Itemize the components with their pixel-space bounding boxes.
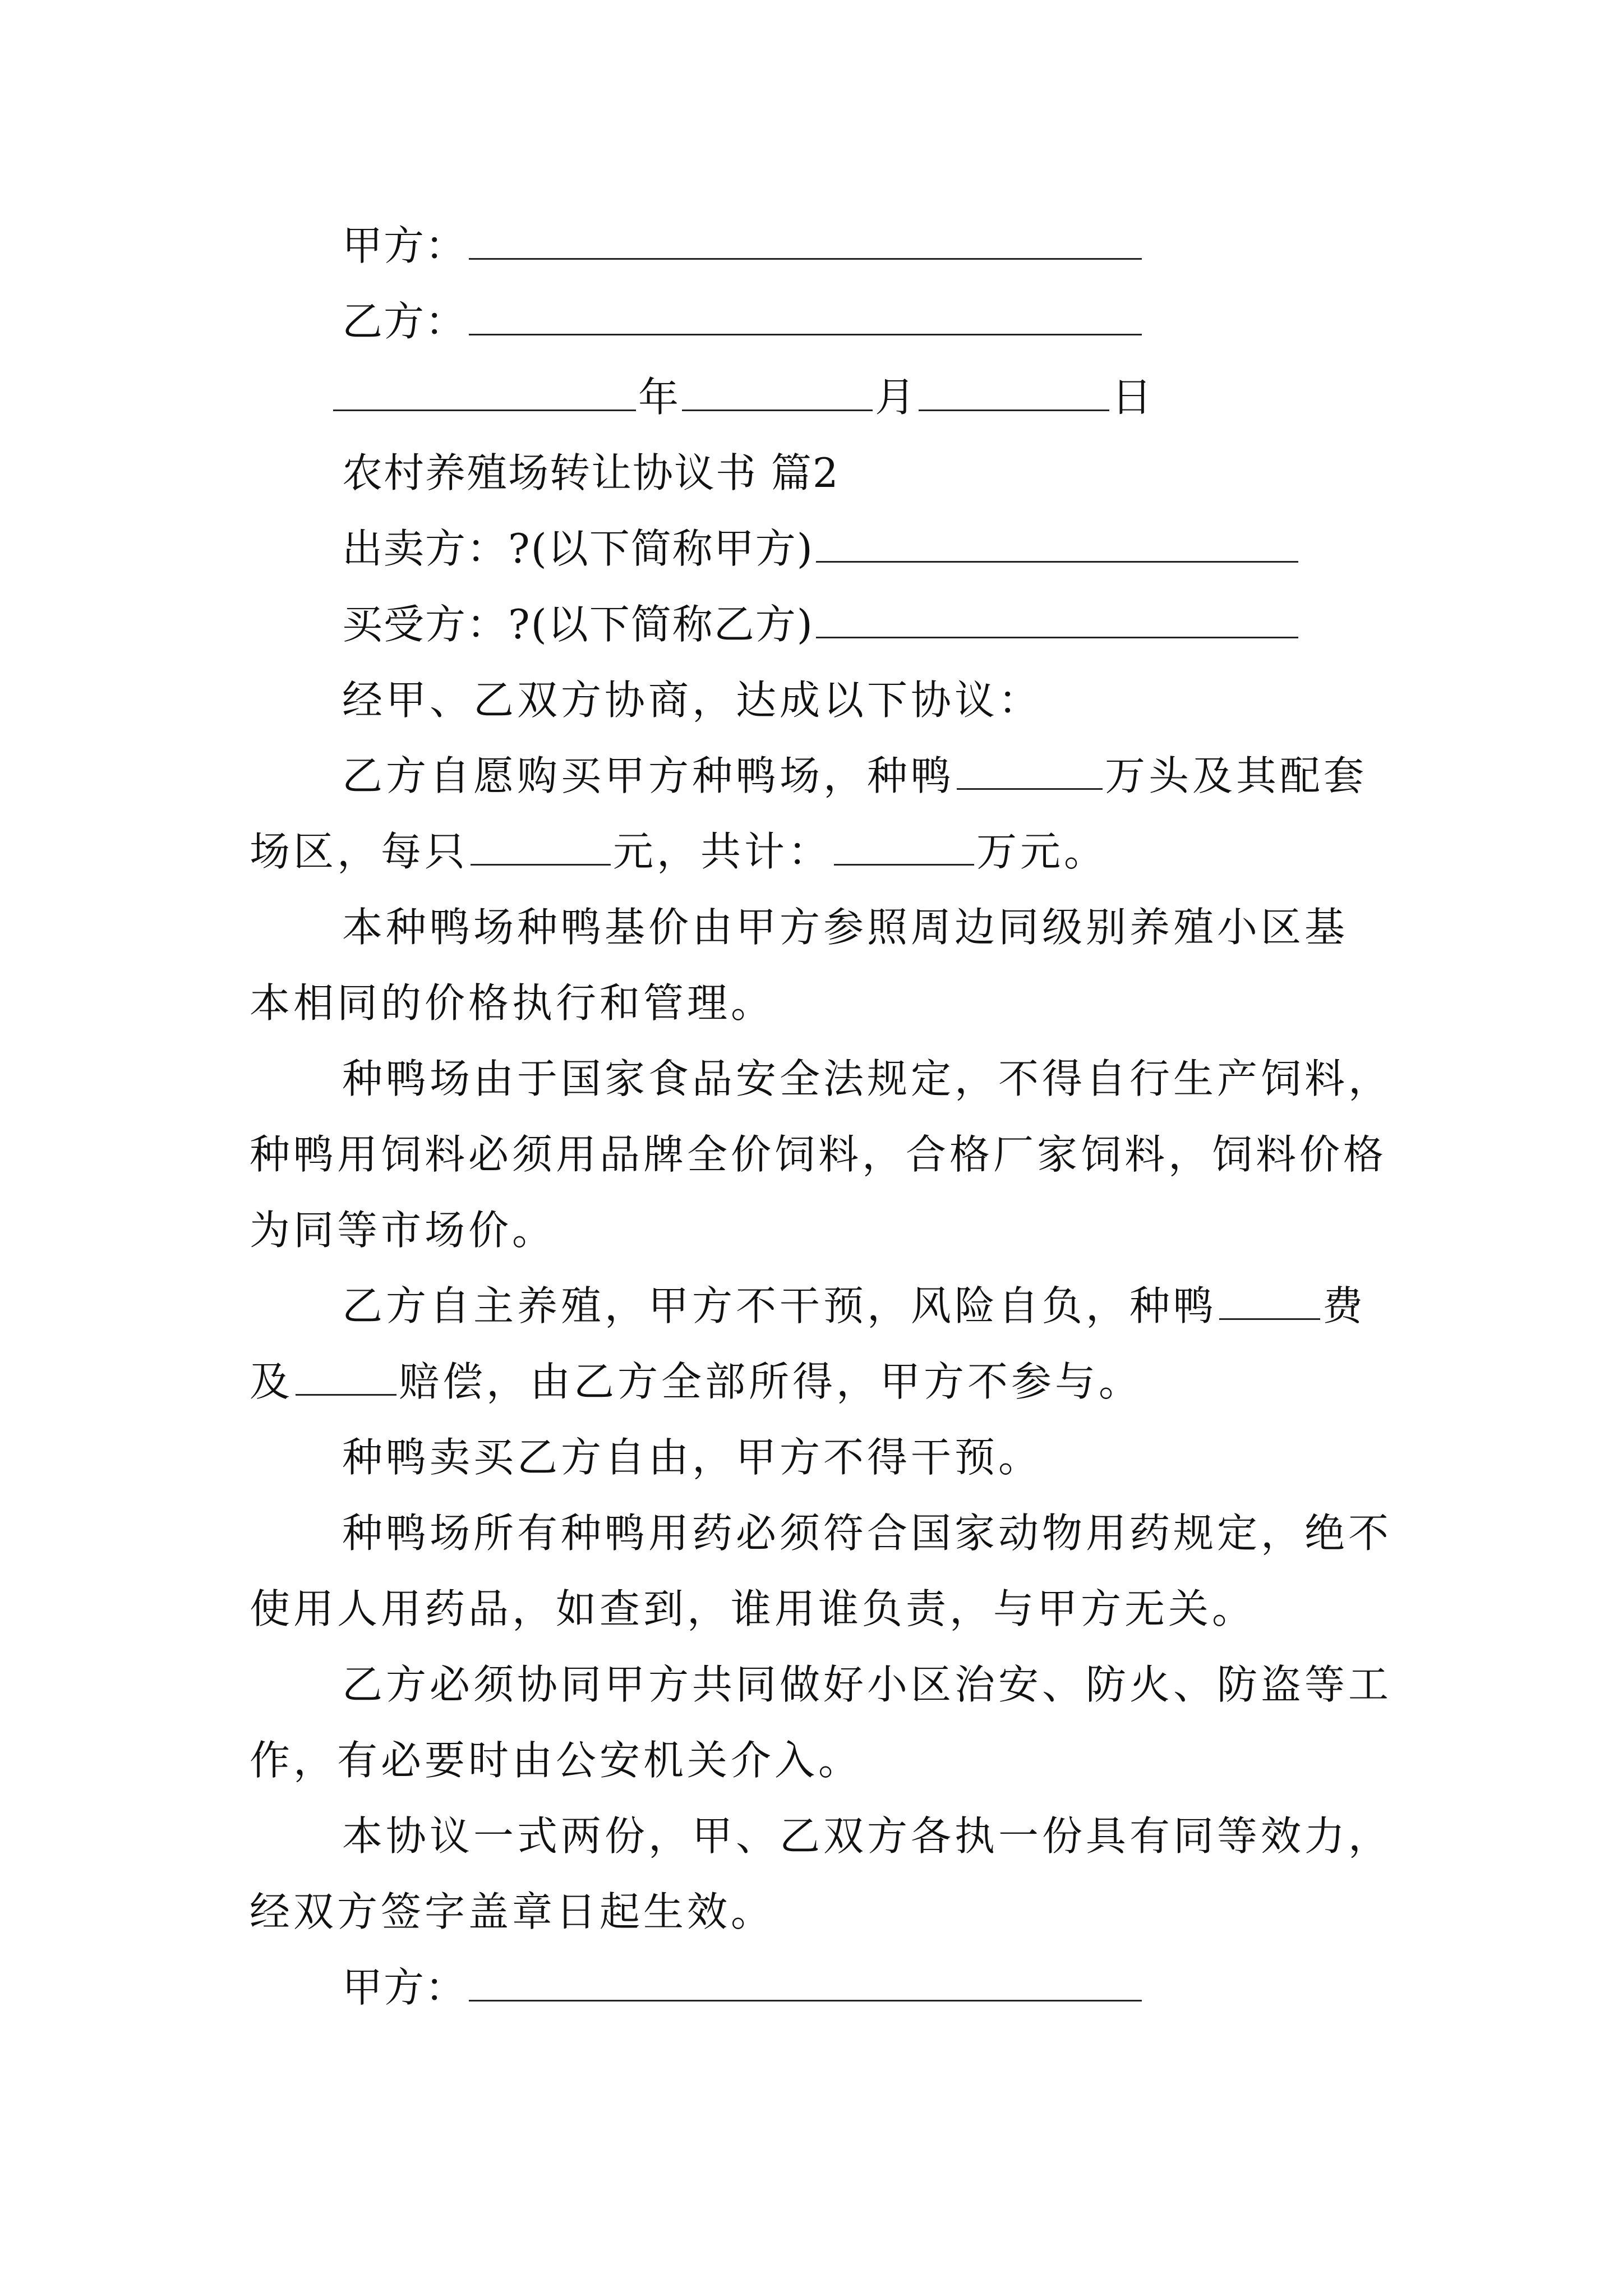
section-title: 农村养殖场转让协议书 篇2: [342, 449, 840, 496]
party-b-blank: [469, 295, 1142, 335]
clause5-line: 种鸭卖买乙方自由，甲方不得干预。: [342, 1434, 1043, 1481]
day-blank: [919, 370, 1109, 411]
date-year-label: 年: [638, 374, 680, 421]
clause3-line2: 种鸭用饲料必须用品牌全价饲料，合格厂家饲料，饲料价格: [250, 1131, 1387, 1178]
party-b-label: 乙方：: [342, 298, 467, 345]
month-blank: [682, 370, 873, 411]
clause1-text-c: 场区，每只: [250, 828, 469, 875]
clause4-text-d: 赔偿，由乙方全部所得，甲方不参与。: [399, 1358, 1143, 1405]
fee-blank: [1219, 1279, 1320, 1320]
clause1-line2: [250, 825, 1108, 878]
buyer-blank: [816, 597, 1298, 638]
total-blank: [834, 825, 974, 866]
compensation-blank: [296, 1355, 396, 1396]
buyer-label: 买受方：?(以下简称乙方): [342, 601, 814, 648]
clause2-line2: 本相同的价格执行和管理。: [250, 979, 775, 1027]
clause1-text-b: 万头及其配套: [1105, 752, 1368, 799]
seller-label: 出卖方：?(以下简称甲方): [342, 525, 814, 572]
clause6-line1: 种鸭场所有种鸭用药必须符合国家动物用药规定，绝不: [342, 1510, 1393, 1557]
clause6-line2: 使用人用药品，如查到，谁用谁负责，与甲方无关。: [250, 1585, 1256, 1632]
signature-bottom-party-a-line: [342, 1961, 1144, 2014]
quantity-blank: [957, 749, 1103, 790]
clause3-line1: 种鸭场由于国家食品安全法规定，不得自行生产饲料，: [342, 1055, 1393, 1102]
signature-party-a-line: [342, 219, 1144, 273]
bottom-party-a-blank: [469, 1961, 1142, 2001]
clause4-text-a: 乙方自主养殖，甲方不干预，风险自负，种鸭: [342, 1282, 1218, 1329]
clause1-line1: [342, 749, 1367, 803]
clause3-line3: 为同等市场价。: [250, 1207, 556, 1254]
clause1-text-e: 万元。: [976, 828, 1108, 875]
clause7-line1: 乙方必须协同甲方共同做好小区治安、防火、防盗等工: [342, 1661, 1393, 1708]
clause4-text-b: 费: [1322, 1282, 1367, 1329]
clause2-line1: 本种鸭场种鸭基价由甲方参照周边同级别养殖小区基: [342, 904, 1349, 951]
signature-party-b-line: [342, 295, 1144, 348]
clause7-line2: 作，有必要时由公安机关介入。: [250, 1737, 863, 1784]
clause1-text-d: 元，共计：: [613, 828, 832, 875]
seller-line: [342, 522, 1301, 576]
clause4-text-c: 及: [250, 1358, 294, 1405]
unit-price-blank: [471, 825, 611, 866]
clause8-line1: 本协议一式两份，甲、乙双方各执一份具有同等效力，: [342, 1812, 1393, 1860]
signature-date-line: [331, 370, 1153, 424]
party-a-label: 甲方：: [342, 222, 467, 269]
party-a-blank: [469, 219, 1142, 260]
intro-paragraph: 经甲、乙双方协商，达成以下协议：: [342, 677, 1043, 724]
seller-blank: [816, 522, 1298, 563]
date-day-label: 日: [1112, 374, 1154, 421]
bottom-party-a-label: 甲方：: [342, 1964, 467, 2011]
clause4-line1: [342, 1279, 1366, 1333]
date-month-label: 月: [875, 374, 917, 421]
buyer-line: [342, 597, 1301, 651]
clause8-line2: 经双方签字盖章日起生效。: [250, 1888, 775, 1935]
year-blank: [333, 370, 636, 411]
clause1-text-a: 乙方自愿购买甲方种鸭场，种鸭: [342, 752, 955, 799]
clause4-line2: [250, 1355, 1142, 1409]
